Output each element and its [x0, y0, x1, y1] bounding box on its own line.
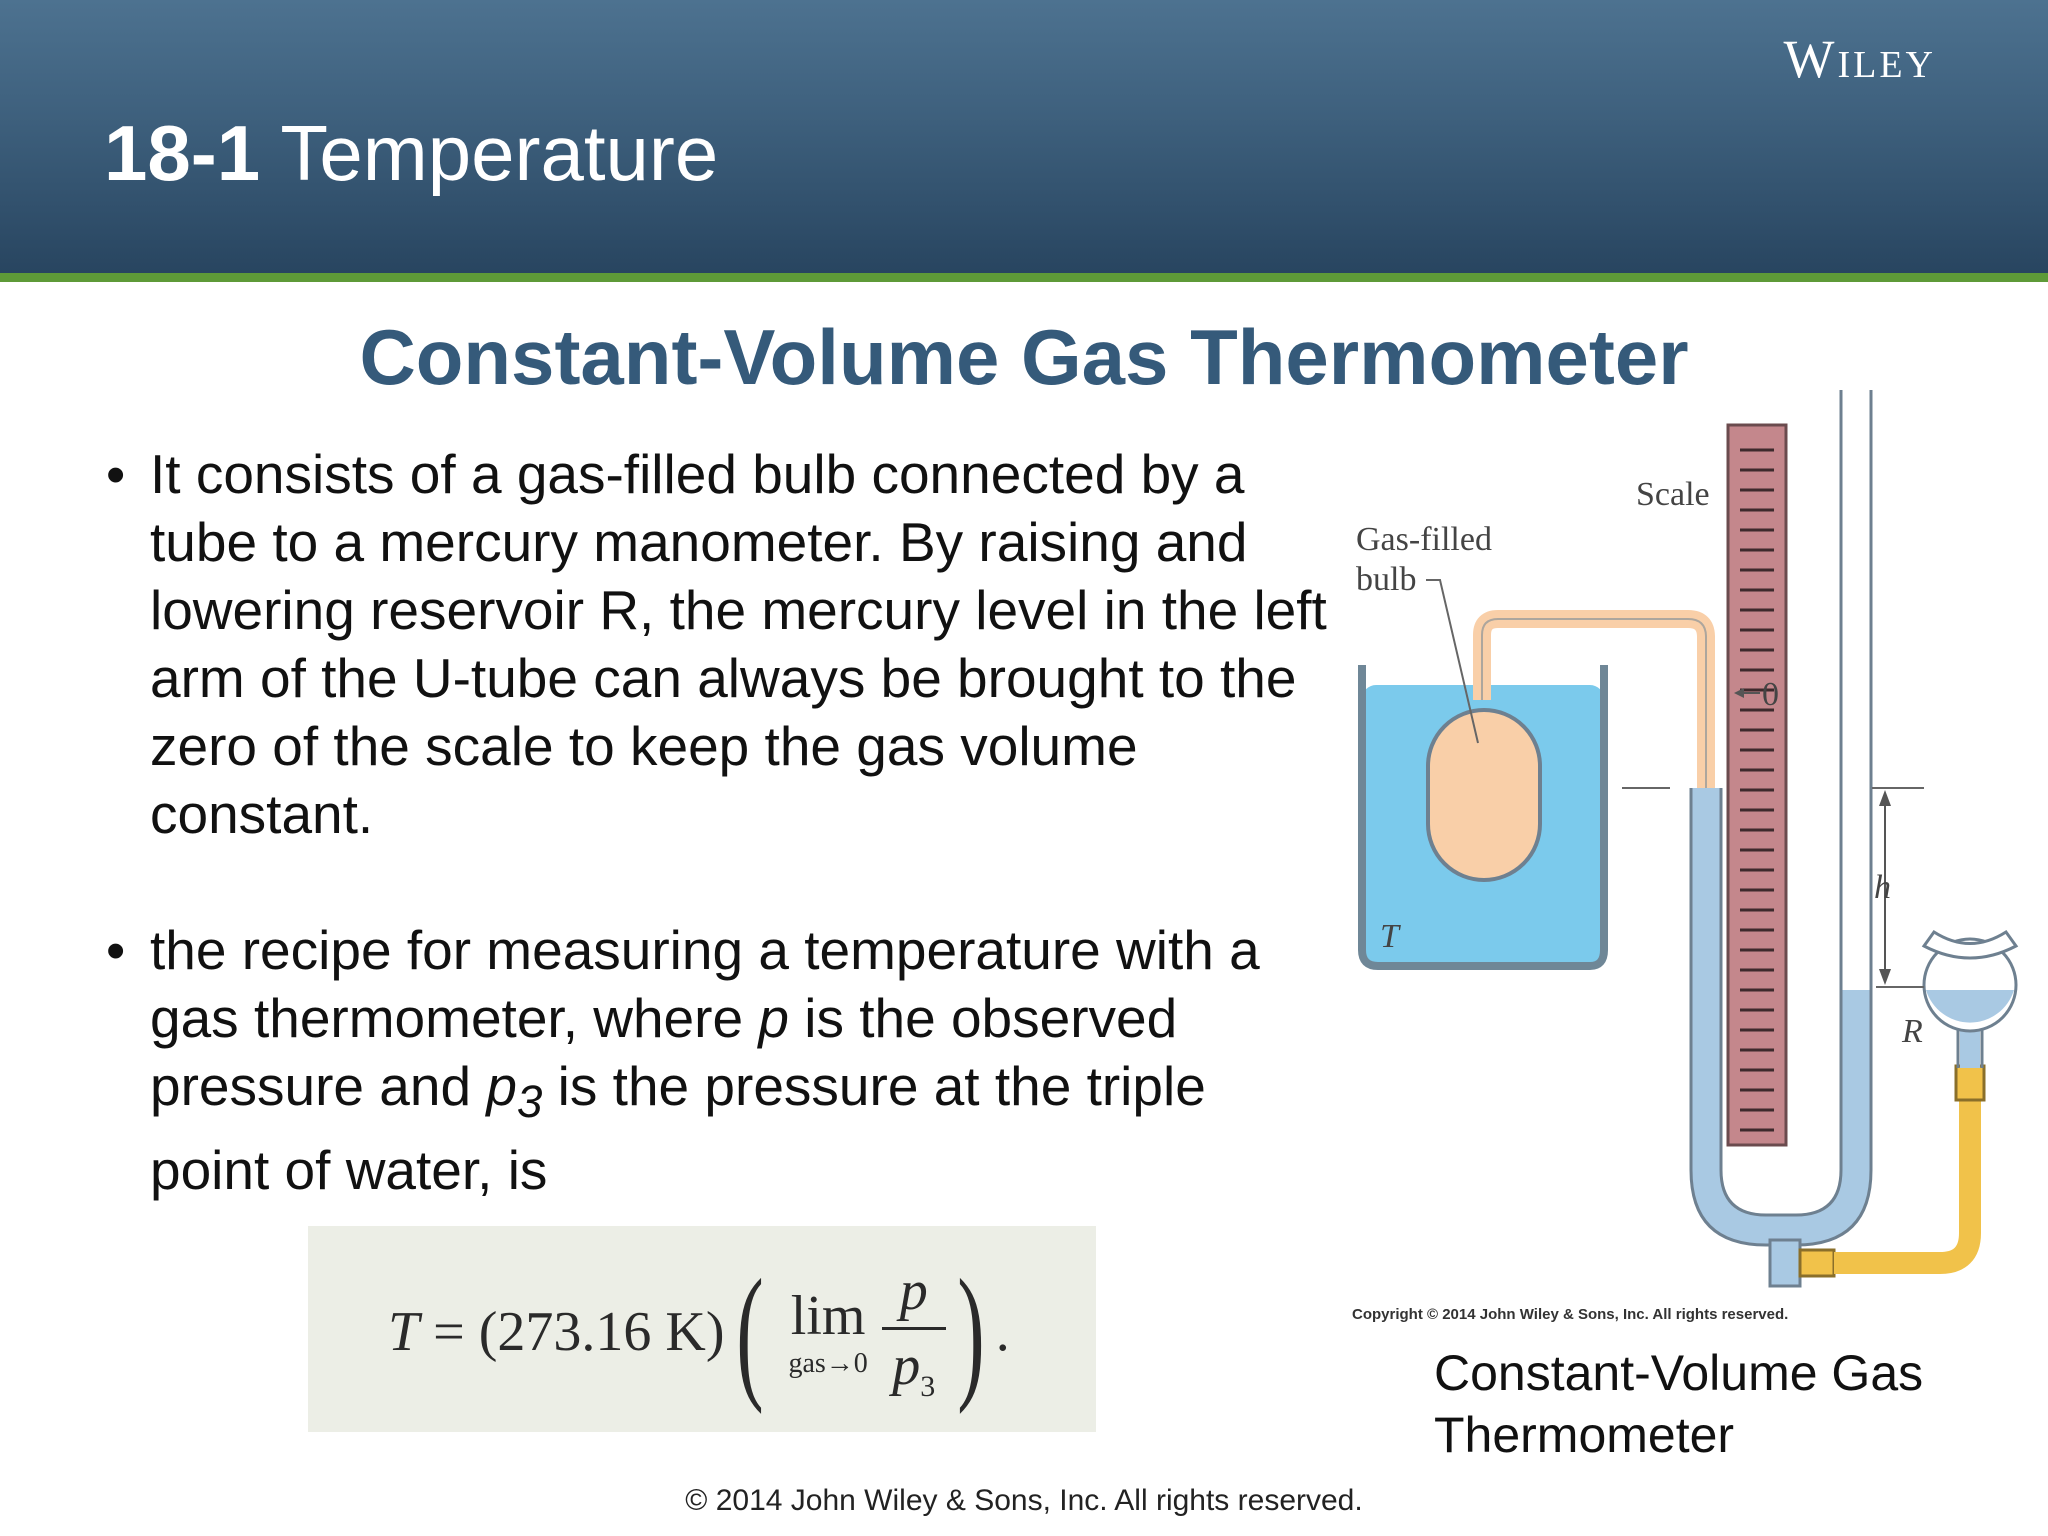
h-arrow-down [1879, 969, 1891, 985]
eq-limit: lim gas→0 [788, 1285, 868, 1379]
label-scale: Scale [1636, 476, 1710, 513]
h-arrow-up [1879, 790, 1891, 806]
bullet-text: It consists of a gas-filled bulb connected by a tube to a mercury manometer. By raising and lowering reservoir R, the mercury level in the left arm of the U-tube can always be brought to the zero of the scale to keep the gas volume constant. [150, 443, 1327, 845]
eq-fraction: $\frac{p}{p_3}$ [882, 1259, 946, 1404]
label-h: h [1874, 869, 1891, 906]
eq-equals: = [433, 1301, 465, 1363]
label-bulb-line1: Gas-filled [1356, 521, 1492, 558]
gas-thermometer-figure [1340, 380, 2030, 1310]
label-bulb-line2: bulb [1356, 561, 1417, 598]
section-number: 18-1 [104, 109, 261, 197]
eq-constant: (273.16 K) [478, 1301, 725, 1363]
bullet-item [100, 916, 1330, 1204]
bullet-text: the recipe for measuring a temperature with a gas thermometer, where p is the observed pressure and $p_3$ is the pressure at the triple point of water, is [150, 919, 1260, 1201]
tube-coupling [1800, 1250, 1834, 1276]
figure-caption: Constant-Volume Gas Thermometer [1434, 1345, 1924, 1463]
reservoir-coupling [1956, 1066, 1984, 1100]
symbol-p: p [758, 987, 789, 1049]
bullet-item [100, 440, 1330, 848]
u-tube-stem [1770, 1240, 1800, 1286]
label-zero: 0 [1762, 676, 1779, 713]
eq-paren-left: ( [735, 1249, 764, 1415]
gas-bulb [1428, 710, 1540, 880]
equation-box [308, 1226, 1096, 1432]
bullet-dot: • [106, 919, 126, 981]
section-title: Temperature [280, 109, 719, 197]
figure-copyright: Copyright © 2014 John Wiley & Sons, Inc. All rights reserved. [1352, 1306, 1789, 1323]
bullet-list [100, 440, 1330, 1204]
header-stripe [0, 273, 2048, 282]
eq-paren-right: ) [957, 1249, 985, 1415]
footer-copyright: © 2014 John Wiley & Sons, Inc. All rights reserved. [685, 1484, 1363, 1517]
label-R: R [1902, 1013, 1923, 1050]
eq-lhs: T [388, 1301, 420, 1363]
symbol-p3: $p_3$ [486, 1055, 543, 1127]
bullet-dot: • [106, 443, 126, 505]
scale [1728, 425, 1786, 1145]
slide-title [104, 109, 719, 197]
slide-subtitle: Constant-Volume Gas Thermometer [359, 313, 1689, 401]
label-T: T [1380, 918, 1399, 955]
wiley-logo: Wiley [1783, 29, 1936, 89]
equation [388, 1249, 1010, 1415]
eq-period: . [995, 1301, 1010, 1363]
